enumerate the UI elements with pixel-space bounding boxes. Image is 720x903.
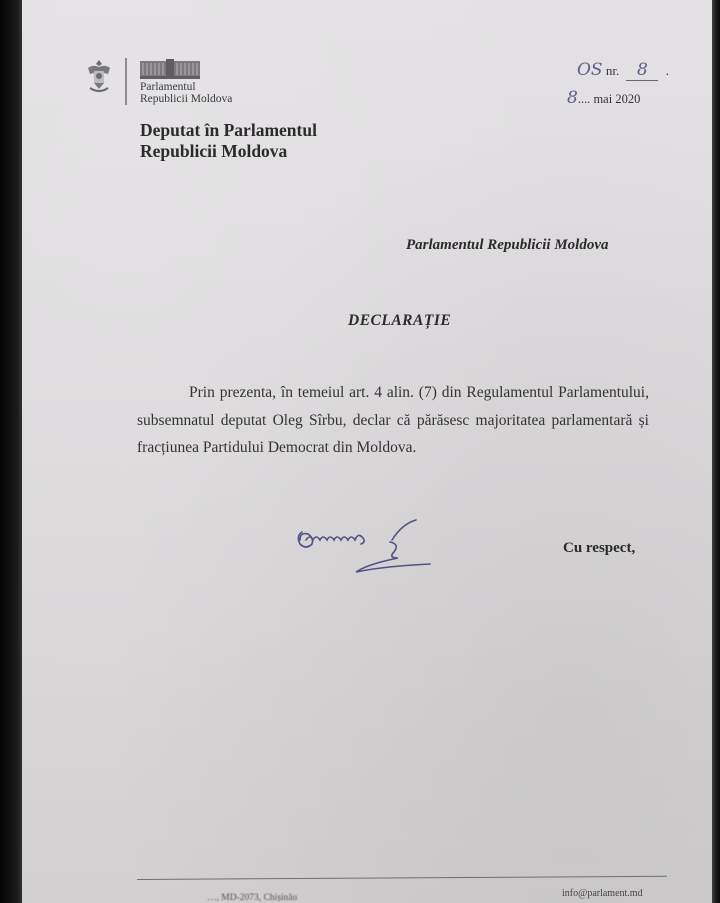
org-name <box>140 81 232 105</box>
nr-label: nr. <box>605 63 620 78</box>
footer-divider <box>137 876 667 880</box>
handwritten-number: 8 <box>637 60 648 80</box>
deputy-title-line2: Republicii Moldova <box>140 141 288 161</box>
date-month-year: mai 2020 <box>593 92 641 106</box>
org-name-line2: Republicii Moldova <box>140 93 233 105</box>
nr-suffix: . <box>665 63 669 78</box>
document-title: DECLARAȚIE <box>348 312 452 329</box>
reference-number <box>577 60 669 81</box>
deputy-title-line1: Deputat în Parlamentul <box>140 120 317 140</box>
signature-icon <box>292 510 442 575</box>
declaration-body: Prin prezenta, în temeiul art. 4 alin. (7) din Regulamentul Parlamentului, subsemnatul deputat Oleg Sîrbu, declar că părăsesc majoritatea parlamentară și fracțiunea Partidului Democrat din Moldova. <box>137 384 649 456</box>
footer-email: info@parlament.md <box>562 888 643 899</box>
photo-background-left <box>0 0 24 903</box>
date-dots: .... <box>577 92 591 106</box>
recipient: Parlamentul Republicii Moldova <box>406 237 609 253</box>
closing-phrase: Cu respect, <box>563 540 636 556</box>
document-page <box>22 0 712 903</box>
reference-date <box>567 88 640 108</box>
coat-of-arms-icon <box>84 58 114 96</box>
deputy-title <box>140 120 317 162</box>
letterhead-divider <box>125 58 127 105</box>
org-name-line1: Parlamentul <box>140 81 196 93</box>
footer-address: …, MD-2073, Chișinău <box>207 893 298 903</box>
handwritten-prefix: OS <box>577 60 603 80</box>
parliament-building-icon <box>140 59 200 79</box>
handwritten-day: 8 <box>567 88 578 108</box>
